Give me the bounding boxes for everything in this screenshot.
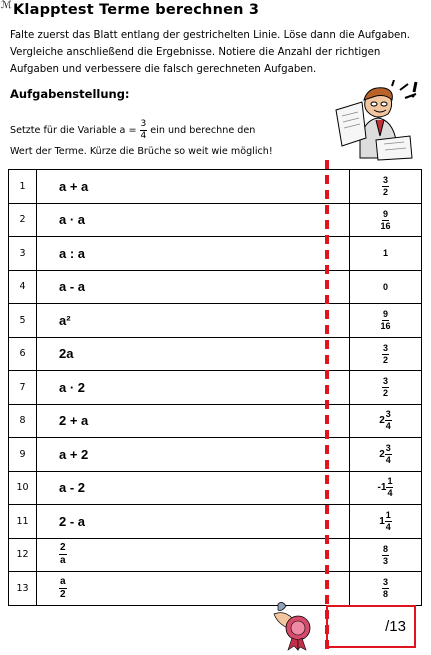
task-term: 2 + a <box>37 404 350 438</box>
task-result <box>350 371 422 405</box>
result-fraction <box>382 176 389 197</box>
fraction-numerator: 9 <box>382 309 388 320</box>
instruction-line: Falte zuerst das Blatt entlang der gestrichelten Linie. Löse dann die Aufgaben. <box>10 30 411 41</box>
task-result <box>350 170 422 204</box>
task-result <box>350 404 422 438</box>
fraction-denominator: 16 <box>380 220 391 231</box>
result-value <box>382 176 389 197</box>
result-fraction <box>380 310 390 331</box>
task-result <box>350 438 422 472</box>
fraction-denominator: 2 <box>382 354 388 365</box>
medal-illustration <box>268 600 316 652</box>
fraction-denominator: 4 <box>140 131 147 141</box>
task-line-1 <box>10 120 255 141</box>
task-result <box>350 304 422 338</box>
task-number: 8 <box>9 404 37 438</box>
fraction-numerator: 1 <box>385 509 391 520</box>
instructions <box>10 27 420 78</box>
section-heading: Aufgabenstellung: <box>10 87 130 101</box>
task-term: a · 2 <box>37 371 350 405</box>
fraction-denominator: 8 <box>382 589 388 600</box>
fraction-denominator: 16 <box>380 321 391 332</box>
task-number: 12 <box>9 538 37 572</box>
corner-logo: ℳ <box>1 0 12 11</box>
result-fraction <box>386 477 393 498</box>
fraction-numerator: 3 <box>382 577 388 588</box>
result-fraction <box>382 545 389 566</box>
fraction-numerator: 3 <box>382 175 388 186</box>
task-term: 2 - a <box>37 505 350 539</box>
table-row <box>9 337 422 371</box>
task-term: a - 2 <box>37 471 350 505</box>
result-value <box>382 545 389 566</box>
fraction-denominator: 2 <box>60 588 66 600</box>
fraction-numerator: 1 <box>387 476 393 487</box>
fraction-denominator: 3 <box>382 555 388 566</box>
task-number: 7 <box>9 371 37 405</box>
task-number: 3 <box>9 237 37 271</box>
result-value <box>382 344 389 365</box>
table-row <box>9 304 422 338</box>
table-row <box>9 371 422 405</box>
teacher-illustration <box>330 80 424 170</box>
result-value <box>382 377 389 398</box>
result-value <box>379 444 392 465</box>
task-result <box>350 538 422 572</box>
task-number: 9 <box>9 438 37 472</box>
table-row <box>9 538 422 572</box>
result-value <box>379 410 392 431</box>
task-term: a - a <box>37 270 350 304</box>
fraction-numerator: 9 <box>382 208 388 219</box>
table-row <box>9 505 422 539</box>
result-whole: 2 <box>379 448 385 460</box>
instruction-line: Vergleiche anschließend die Ergebnisse. Notiere die Anzahl der richtigen <box>10 47 381 58</box>
fold-line <box>325 160 329 655</box>
fraction-denominator: 2 <box>382 388 388 399</box>
term-fraction <box>59 543 67 566</box>
result-value <box>380 310 390 331</box>
fraction-numerator: 3 <box>382 376 388 387</box>
task-term: a + a <box>37 170 350 204</box>
task-number: 10 <box>9 471 37 505</box>
task-line-2: Wert der Terme. Kürze die Brüche so weit wie möglich! <box>10 146 273 157</box>
fraction-numerator: 3 <box>385 409 391 420</box>
task-number: 2 <box>9 203 37 237</box>
fraction-numerator: 3 <box>140 119 147 129</box>
table-row <box>9 404 422 438</box>
result-fraction <box>385 410 392 431</box>
result-whole: -1 <box>377 482 387 494</box>
result-whole: 1 <box>379 515 385 527</box>
score-box[interactable] <box>326 605 416 648</box>
task-text: ein und berechne den <box>150 125 256 136</box>
task-result <box>350 337 422 371</box>
result-fraction <box>380 210 390 231</box>
task-term <box>37 538 350 572</box>
result-fraction <box>385 511 392 532</box>
result-value <box>382 578 389 599</box>
task-term: a² <box>37 304 350 338</box>
table-row <box>9 471 422 505</box>
table-row <box>9 237 422 271</box>
fraction-numerator: 2 <box>60 542 66 554</box>
instruction-line: Aufgaben und verbessere die falsch gerechneten Aufgaben. <box>10 64 317 75</box>
task-term: a · a <box>37 203 350 237</box>
task-number: 4 <box>9 270 37 304</box>
fraction-denominator: 2 <box>382 187 388 198</box>
task-text: Setzte für die Variable a = <box>10 125 137 136</box>
task-term: 2a <box>37 337 350 371</box>
table-row <box>9 170 422 204</box>
result-whole: 2 <box>379 415 385 427</box>
page-title: Klapptest Terme berechnen 3 <box>13 2 260 18</box>
fraction-numerator: a <box>60 575 66 587</box>
fraction-numerator: 3 <box>385 442 391 453</box>
result-value <box>379 511 392 532</box>
table-row <box>9 438 422 472</box>
task-table <box>8 169 422 606</box>
variable-fraction <box>140 120 148 141</box>
result-fraction <box>382 377 389 398</box>
fraction-numerator: 3 <box>382 342 388 353</box>
task-number: 13 <box>9 572 37 606</box>
fraction-denominator: 4 <box>385 521 391 532</box>
task-term: a : a <box>37 237 350 271</box>
table-row <box>9 572 422 606</box>
result-fraction <box>382 578 389 599</box>
task-result: 1 <box>350 237 422 271</box>
fraction-denominator: 4 <box>385 454 391 465</box>
task-result <box>350 203 422 237</box>
result-value <box>380 210 390 231</box>
task-result: 0 <box>350 270 422 304</box>
term-fraction <box>59 577 67 600</box>
result-fraction <box>382 344 389 365</box>
score-total: /13 <box>385 618 406 635</box>
fraction-denominator: 4 <box>385 421 391 432</box>
result-value <box>378 477 394 498</box>
task-result <box>350 471 422 505</box>
fraction-denominator: a <box>60 555 66 567</box>
task-number: 6 <box>9 337 37 371</box>
table-row <box>9 270 422 304</box>
task-number: 1 <box>9 170 37 204</box>
task-result <box>350 572 422 606</box>
task-number: 11 <box>9 505 37 539</box>
fraction-numerator: 8 <box>382 543 388 554</box>
task-term: a + 2 <box>37 438 350 472</box>
task-result <box>350 505 422 539</box>
task-number: 5 <box>9 304 37 338</box>
table-row <box>9 203 422 237</box>
result-fraction <box>385 444 392 465</box>
fraction-denominator: 4 <box>387 488 393 499</box>
